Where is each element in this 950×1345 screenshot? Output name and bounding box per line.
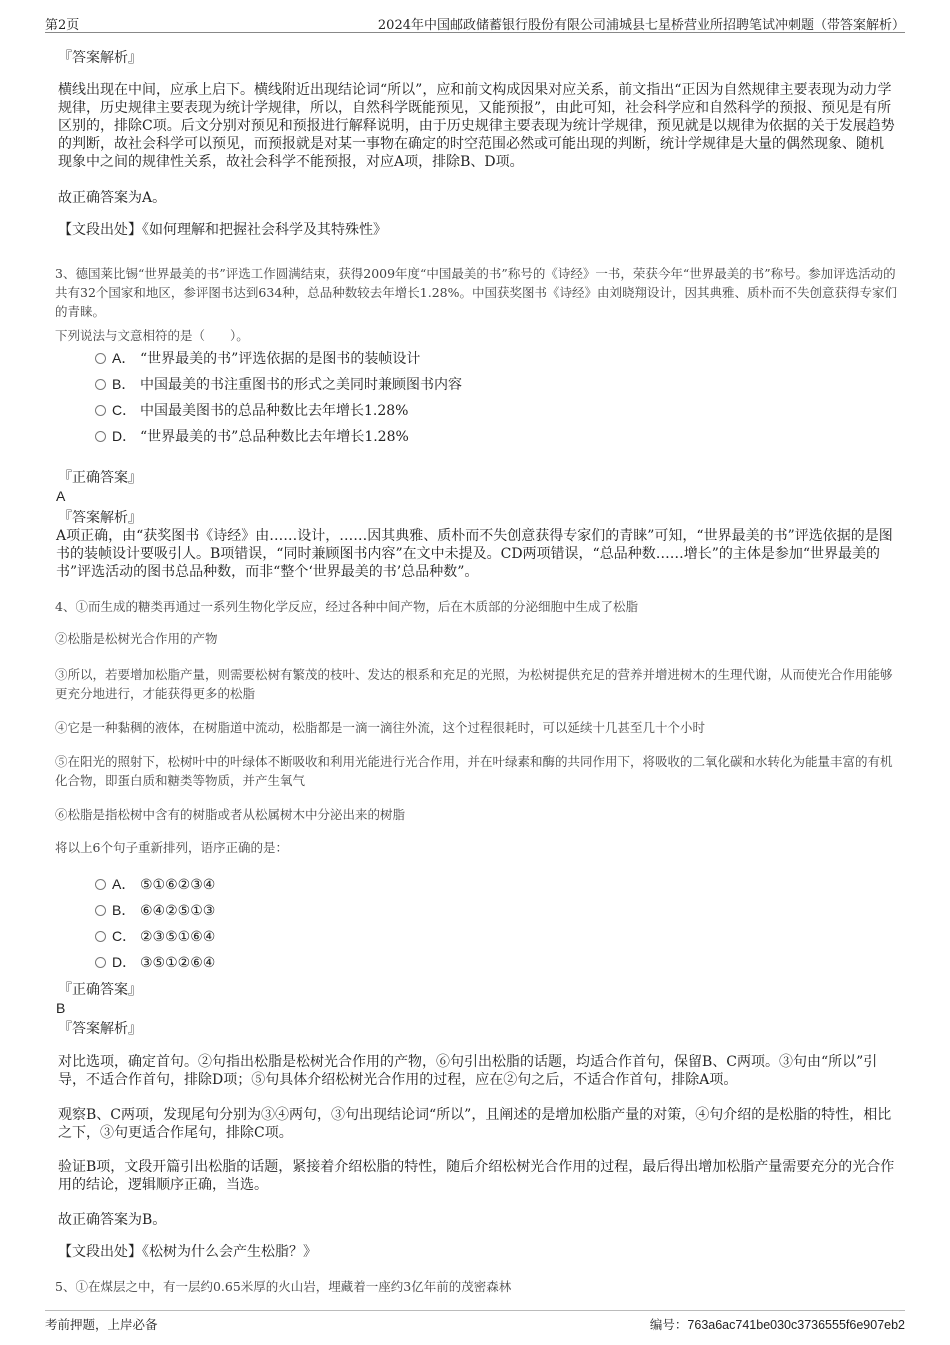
q2-conclusion: 故正确答案为A。 [58, 190, 167, 206]
q4-answer: B [56, 1000, 66, 1016]
radio-button[interactable] [95, 957, 106, 968]
q4-sentence-5: ⑤在阳光的照射下，松树叶中的叶绿体不断吸收和利用光能进行光合作用，并在叶绿素和酶的共同作用下，将吸收的二氧化碳和水转化为能量丰富的有机化合物，即蛋白质和糖类等物质，并产生氧气 [55, 754, 893, 788]
q4-sentence-4: ④它是一种黏稠的液体，在树脂道中流动，松脂都是一滴一滴往外流，这个过程很耗时，可以延续十几甚至几十个小时 [55, 720, 706, 735]
q3-option-d[interactable] [95, 426, 409, 447]
radio-button[interactable] [95, 905, 106, 916]
q4-sentence-2: ②松脂是松树光合作用的产物 [55, 631, 218, 646]
option-text: ⑥④②⑤①③ [140, 903, 216, 919]
radio-button[interactable] [95, 379, 106, 390]
q4-prompt: 将以上6个句子重新排列，语序正确的是： [55, 840, 288, 855]
option-letter: C． [112, 928, 137, 944]
q4-source: 【文段出处】《松树为什么会产生松脂？》 [58, 1244, 317, 1260]
document-id-value: 763a6ac741be030c3736555f6e907eb2 [687, 1318, 905, 1332]
q4-answer-label: 『正确答案』 [58, 982, 142, 998]
q2-analysis-text: 横线出现在中间，应承上启下。横线附近出现结论词“所以”，应和前文构成因果对应关系，前文指出“正因为自然规律主要表现为动力学规律，历史规律主要表现为统计学规律，所以，自然科学既能预见，又能预报”，由此可知，社会科学应和自然科学的预报、预见是有所区别的，排除C项。后文分别对预见和预报进行解释说明，由于历史规律主要表现为统计学规律，预见就是以规律为依据的关于发展趋势的判断，故社会科学可以预见，而预报就是对某一事物在确定的时空范围必然或可能出现的判断，统计学规律是大量的偶然现象、随机现象中之间的规律性关系，故社会科学不能预报，对应A项，排除B、D项。 [58, 82, 895, 170]
q2-analysis-label: 『答案解析』 [58, 50, 142, 66]
q2-source: 【文段出处】《如何理解和把握社会科学及其特殊性》 [58, 222, 387, 238]
q4-option-a[interactable] [95, 874, 215, 895]
q4-option-c[interactable] [95, 926, 215, 947]
document-id [650, 1315, 905, 1333]
page-footer [45, 1310, 905, 1334]
q4-sentence-3: ③所以，若要增加松脂产量，则需要松树有繁茂的枝叶、发达的根系和充足的光照，为松树提供充足的营养并增进树木的生理代谢，从而使光合作用能够更充分地进行，才能获得更多的松脂 [55, 667, 893, 701]
q4-conclusion: 故正确答案为B。 [58, 1212, 167, 1228]
option-letter: D． [112, 954, 137, 970]
q3-option-c[interactable] [95, 400, 408, 421]
q4-analysis-p1: 对比选项，确定首句。②句指出松脂是松树光合作用的产物，⑥句引出松脂的话题，均适合作首句，保留B、C两项。③句由“所以”引导，不适合作首句，排除D项；⑤句具体介绍松树光合作用的过程，应在②句之后，不适合作首句，排除A项。 [58, 1054, 878, 1088]
q3-analysis-text: A项正确，由“获奖图书《诗经》由……设计，……因其典雅、质朴而不失创意获得专家们的青睐”可知，“世界最美的书”评选依据的是图书的装帧设计要吸引人。B项错误，“同时兼顾图书内容”在文中未提及。CD两项错误，“总品种数……增长”的主体是参加“世界最美的书”评选活动的图书总品种数，而非“整个‘世界最美的书’总品种数”。 [56, 528, 893, 580]
q3-analysis-label: 『答案解析』 [58, 510, 142, 526]
option-letter: A． [112, 876, 136, 892]
option-text: ③⑤①②⑥④ [140, 955, 216, 971]
document-id-label: 编号： [649, 1317, 688, 1332]
option-letter: C． [112, 402, 137, 418]
q4-sentence-1: 4、①而生成的糖类再通过一系列生物化学反应，经过各种中间产物，后在木质部的分泌细胞中生成了松脂 [55, 599, 638, 614]
radio-button[interactable] [95, 353, 106, 364]
q4-option-b[interactable] [95, 900, 215, 921]
q3-answer-label: 『正确答案』 [58, 470, 142, 486]
radio-button[interactable] [95, 879, 106, 890]
q3-prompt: 下列说法与文意相符的是（ ）。 [55, 328, 249, 343]
q4-option-d[interactable] [95, 952, 215, 973]
q4-analysis-p3: 验证B项，文段开篇引出松脂的话题，紧接着介绍松脂的特性，随后介绍松树光合作用的过程，最后得出增加松脂产量需要充分的光合作用的结论，逻辑顺序正确，当选。 [58, 1159, 895, 1193]
q4-analysis-label: 『答案解析』 [58, 1021, 142, 1037]
footer-slogan: 考前押题，上岸必备 [45, 1317, 158, 1332]
radio-button[interactable] [95, 405, 106, 416]
option-letter: B． [112, 902, 136, 918]
option-text: ⑤①⑥②③④ [140, 877, 216, 893]
option-letter: A． [112, 350, 136, 366]
document-title: 2024年中国邮政储蓄银行股份有限公司浦城县七星桥营业所招聘笔试冲刺题（带答案解析） [377, 18, 905, 33]
option-text: 中国最美图书的总品种数比去年增长1.28% [140, 403, 409, 419]
q3-answer: A [56, 488, 66, 504]
option-text: 中国最美的书注重图书的形式之美同时兼顾图书内容 [140, 377, 462, 393]
q3-stem: 3、德国莱比锡“世界最美的书”评选工作圆满结束，获得2009年度“中国最美的书”称号的《诗经》一书，荣获今年“世界最美的书”称号。参加评选活动的共有32个国家和地区，参评图书达到634种，总品种数较去年增长1.28%。中国获奖图书《诗经》由刘晓翔设计，因其典雅、质朴而不失创意获得专家们的青睐。 [55, 266, 897, 319]
option-letter: B． [112, 376, 136, 392]
radio-button[interactable] [95, 431, 106, 442]
option-letter: D． [112, 428, 137, 444]
q3-option-b[interactable] [95, 374, 462, 395]
page-header [45, 14, 905, 33]
option-text: “世界最美的书”总品种数比去年增长1.28% [140, 429, 409, 445]
page-number: 第2页 [45, 18, 80, 33]
option-text: “世界最美的书”评选依据的是图书的装帧设计 [140, 351, 421, 367]
radio-button[interactable] [95, 931, 106, 942]
q4-sentence-6: ⑥松脂是指松树中含有的树脂或者从松属树木中分泌出来的树脂 [55, 807, 406, 822]
q5-stem: 5、①在煤层之中，有一层约0.65米厚的火山岩，埋藏着一座约3亿年前的茂密森林 [55, 1279, 512, 1294]
q4-analysis-p2: 观察B、C两项，发现尾句分别为③④两句，③句出现结论词“所以”，且阐述的是增加松脂产量的对策，④句介绍的是松脂的特性，相比之下，③句更适合作尾句，排除C项。 [58, 1107, 892, 1141]
option-text: ②③⑤①⑥④ [140, 929, 216, 945]
q3-option-a[interactable] [95, 348, 420, 369]
